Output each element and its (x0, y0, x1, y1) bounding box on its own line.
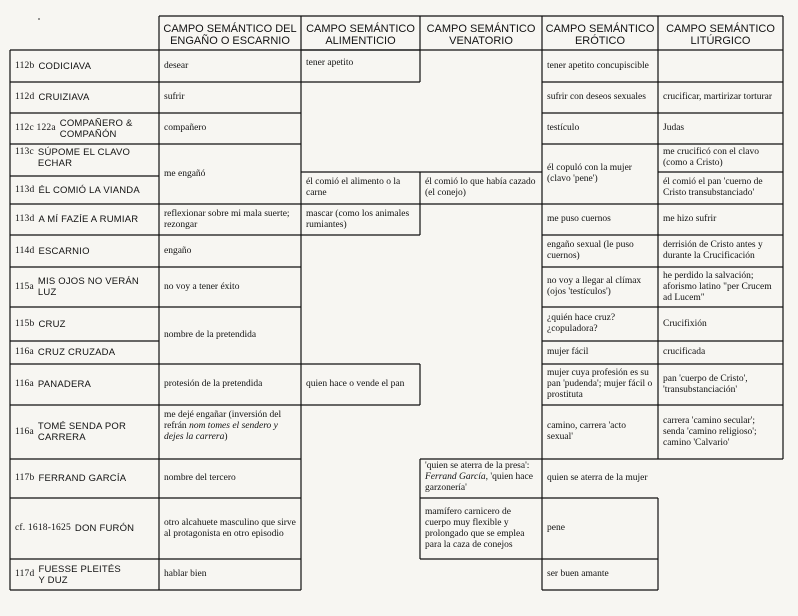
header-venatorio: CAMPO SEMÁNTICO VENATORIO (426, 23, 536, 47)
cell-alimenticio: él comió el alimento o la carne (306, 177, 401, 198)
cell-liturgico: he perdido la salvación; aforismo latino "per Crucem ad Lucem" (663, 270, 772, 303)
cell-enganio: nombre del tercero (164, 473, 236, 483)
row-ref: 112b (15, 60, 35, 71)
row-key (11, 82, 159, 113)
row-key (11, 144, 159, 176)
cell-liturgico: derrisión de Cristo antes y durante la Crucificación (663, 240, 763, 261)
row-key (11, 176, 159, 204)
cell-enganio: engaño (164, 245, 192, 256)
cell-liturgico: carrera 'camino secular'; senda 'camino religioso'; camino 'Calvario' (663, 415, 757, 448)
row-term: CRUIZIAVA (38, 92, 90, 103)
header-enganio: CAMPO SEMÁNTICO DEL ENGAÑO O ESCARNIO (163, 23, 297, 47)
row-ref: 115b (15, 318, 35, 329)
row-key (11, 50, 159, 82)
cell-erotico: ser buen amante (547, 569, 609, 579)
cell-alimenticio: mascar (como los animales rumiantes) (306, 208, 410, 230)
cell-enganio: no voy a tener éxito (164, 281, 240, 292)
cell-venatorio: él comió lo que había cazado (el conejo) (425, 177, 536, 198)
row-term: FUESSE PLEITÉS Y DUZ (38, 563, 121, 586)
row-ref: 115a (15, 281, 34, 292)
cell-liturgico: me crucificó con el clavo (como a Cristo) (663, 147, 760, 168)
row-key (11, 113, 159, 144)
row-term: ÉL COMIÓ LA VIANDA (38, 184, 140, 196)
row-ref: 112c 122a (15, 123, 56, 133)
row-key (11, 405, 159, 459)
row-key (11, 364, 159, 405)
cell-liturgico: él comió el pan 'cuerno de Cristo transubstanciado' (663, 177, 763, 198)
cell-liturgico (659, 50, 783, 82)
row-term: CRUZ CRUZADA (37, 347, 116, 358)
cell-erotico: me puso cuernos (547, 214, 611, 224)
cell-text-italic: Ferrand García (425, 472, 486, 482)
header-liturgico: CAMPO SEMÁNTICO LITÚRGICO (666, 23, 775, 47)
row-term: ESCARNIO (38, 245, 90, 257)
header-alimenticio: CAMPO SEMÁNTICO ALIMENTICIO (306, 23, 415, 47)
cell-enganio: reflexionar sobre mi mala suerte; rezongar (164, 208, 290, 230)
cell-erotico: tener apetito concupiscible (547, 60, 649, 71)
row-ref: 112d (15, 92, 35, 102)
row-ref: 113d (15, 184, 35, 195)
cell-text: ) (224, 432, 228, 442)
row-ref: 116a (15, 379, 34, 389)
cell-enganio: desear (164, 60, 189, 71)
row-term: TOMÉ SENDA POR CARRERA (37, 421, 127, 443)
cell-enganio: compañero (164, 123, 207, 133)
cell-erotico: camino, carrera 'acto sexual' (547, 421, 626, 442)
cell-enganio: hablar bien (164, 569, 207, 579)
cell-enganio: sufrir (164, 92, 185, 102)
row-term: COMPAÑERO & COMPAÑÓN (59, 117, 133, 140)
cell-erotico: sufrir con deseos sexuales (547, 92, 646, 102)
row-term: DON FURÓN (74, 523, 135, 534)
cell-erotico: testículo (547, 123, 580, 133)
row-key (11, 559, 159, 590)
row-ref: 116a (15, 426, 34, 437)
row-term: CRUZ (38, 318, 66, 330)
row-term: SÚPOME EL CLAVO ECHAR (37, 147, 131, 169)
cell-enganio: nombre de la pretendida (164, 330, 257, 340)
cell-liturgico: Crucifixión (663, 318, 707, 329)
row-key (11, 498, 159, 559)
cell-text: , 'quien hace garzonería' (425, 472, 533, 493)
cell-erotico: no voy a llegar al clímax (ojos 'testículos') (547, 276, 642, 297)
cell-liturgico: crucificada (663, 347, 706, 357)
cell-erotico: mujer fácil (547, 347, 589, 357)
cell-venatorio: mamífero carnicero de cuerpo muy flexible y prolongado que se emplea para la caza de conejos (425, 506, 525, 550)
row-term: PANADERA (37, 379, 92, 390)
cell-liturgico: me hizo sufrir (663, 214, 717, 224)
cell-text: 'quien se aterra de la presa': (425, 461, 530, 471)
cell-erotico: él copuló con la mujer (clavo 'pene') (547, 163, 632, 184)
row-key (11, 204, 159, 235)
cell-erotico: engaño sexual (le puso cuernos) (547, 240, 634, 261)
cell-erotico: pene (547, 523, 565, 533)
row-key (11, 307, 159, 341)
cell-enganio: protesión de la pretendida (164, 379, 263, 389)
row-ref: 117b (15, 473, 35, 483)
cell-enganio: me engañó (164, 168, 206, 179)
row-term: A MÍ FAZÍE A RUMIAR (38, 214, 139, 225)
cell-enganio: otro alcahuete masculino que sirve al protagonista en otro episodio (164, 517, 296, 539)
cell-enganio (160, 405, 301, 459)
cell-liturgico: Judas (663, 123, 685, 133)
row-key (11, 267, 159, 307)
row-key (11, 459, 159, 498)
row-ref: 117d (15, 569, 35, 579)
cell-text-italic: nom tomes el sendero y dejes la carrera (164, 421, 278, 442)
row-ref: 116a (15, 347, 34, 357)
cell-alimenticio: quien hace o vende el pan (306, 379, 405, 389)
cell-alimenticio: tener apetito (306, 58, 354, 68)
cell-liturgico: pan 'cuerpo de Cristo', 'transubstanciación' (663, 373, 748, 395)
cell-venatorio (421, 459, 542, 498)
cell-liturgico: crucificar, martirizar torturar (663, 92, 773, 102)
cell-erotico: quien se aterra de la mujer (547, 473, 648, 483)
cell-text: me dejé engañar (inversión del refrán (164, 410, 282, 431)
row-ref: 113d (15, 214, 35, 224)
row-term: FERRAND GARCÍA (38, 473, 127, 484)
row-term: MIS OJOS NO VERÁN LUZ (37, 276, 139, 298)
row-ref: 114d (15, 245, 35, 256)
row-key (11, 341, 159, 364)
row-term: CODICIAVA (38, 60, 92, 72)
cell-erotico: ¿quién hace cruz? ¿copuladora? (547, 313, 616, 334)
row-ref: cf. 1618-1625 (15, 523, 71, 533)
row-key (11, 235, 159, 267)
cell-erotico: mujer cuya profesión es su pan 'pudenda'; mujer fácil o prostituta (547, 368, 653, 400)
header-erotico: CAMPO SEMÁNTICO ERÓTICO (545, 23, 655, 47)
row-ref: 113c (15, 147, 34, 157)
